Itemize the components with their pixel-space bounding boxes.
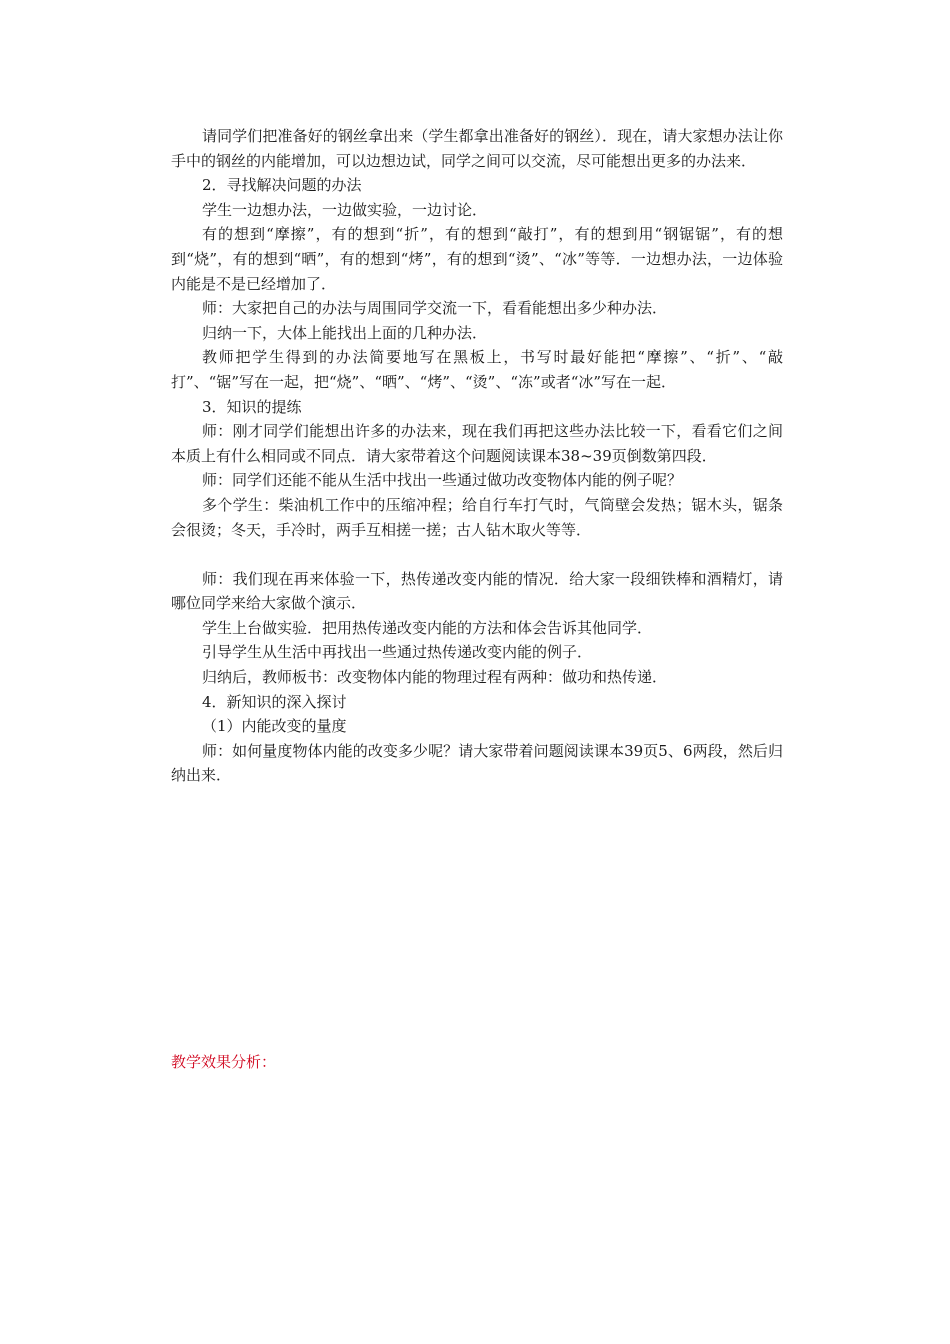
paragraph: 学生上台做实验．把用热传递改变内能的方法和体会告诉其他同学． bbox=[202, 618, 653, 637]
section-heading-3: 3．知识的提练 bbox=[202, 397, 302, 416]
paragraph: 师：如何量度物体内能的改变多少呢？请大家带着问题阅读课本39页5、6两段，然后归纳出来． bbox=[171, 741, 783, 785]
document-body bbox=[171, 124, 783, 788]
section-heading-2: 2．寻找解决问题的办法 bbox=[202, 176, 362, 195]
analysis-heading: 教学效果分析： bbox=[171, 1053, 277, 1071]
paragraph: 师：刚才同学们能想出许多的办法来，现在我们再把这些办法比较一下，看看它们之间本质上有什么相同或不同点．请大家带着这个问题阅读课本38~39页倒数第四段． bbox=[171, 422, 783, 465]
paragraph: 引导学生从生活中再找出一些通过热传递改变内能的例子． bbox=[202, 643, 593, 662]
paragraph-intro: 请同学们把准备好的钢丝拿出来（学生都拿出准备好的钢丝）．现在，请大家想办法让你手中的钢丝的内能增加，可以边想边试，同学之间可以交流，尽可能想出更多的办法来． bbox=[171, 127, 783, 170]
paragraph: 多个学生：柴油机工作中的压缩冲程；给自行车打气时，气筒壁会发热；锯木头，锯条会很烫；冬天，手冷时，两手互相搓一搓；古人钻木取火等等． bbox=[171, 495, 783, 539]
paragraph: 有的想到“摩擦”，有的想到“折”，有的想到“敲打”，有的想到用“钢锯锯”，有的想到“烧”，有的想到“晒”，有的想到“烤”，有的想到“烫”、“冰”等等．一边想办法，一边体验内能是不是已经增加了． bbox=[171, 225, 783, 293]
paragraph: 师：我们现在再来体验一下，热传递改变内能的情况．给大家一段细铁棒和酒精灯，请哪位同学来给大家做个演示． bbox=[171, 569, 783, 613]
paragraph: 归纳一下，大体上能找出上面的几种办法． bbox=[202, 323, 488, 342]
paragraph: 学生一边想办法，一边做实验，一边讨论． bbox=[202, 200, 488, 219]
paragraph: 师：同学们还能不能从生活中找出一些通过做功改变物体内能的例子呢？ bbox=[202, 471, 683, 490]
subsection-heading: （1）内能改变的量度 bbox=[202, 717, 347, 736]
paragraph-gap bbox=[171, 542, 783, 567]
paragraph: 师：大家把自己的办法与周围同学交流一下，看看能想出多少种办法． bbox=[202, 299, 668, 318]
paragraph: 归纳后，教师板书：改变物体内能的物理过程有两种：做功和热传递． bbox=[202, 668, 668, 687]
paragraph: 教师把学生得到的办法简要地写在黑板上，书写时最好能把“摩擦”、“折”、“敲打”、“锯”写在一起，把“烧”、“晒”、“烤”、“烫”、“冻”或者“冰”写在一起． bbox=[171, 348, 783, 391]
section-heading-4: 4．新知识的深入探讨 bbox=[202, 692, 347, 711]
